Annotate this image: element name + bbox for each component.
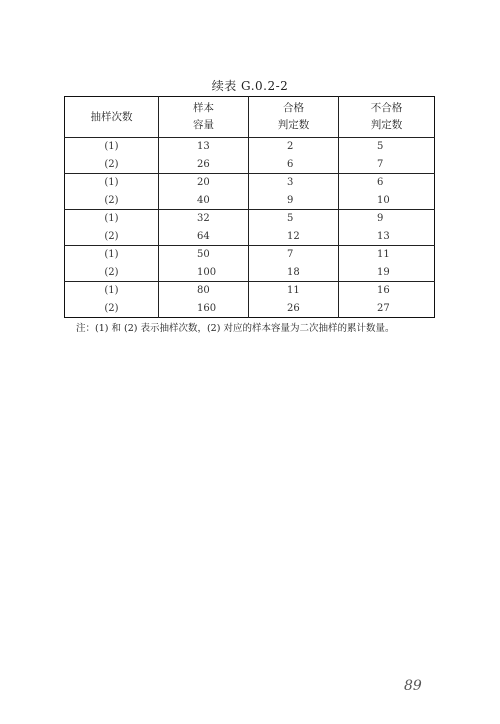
cell-sampling-count: (2) — [65, 192, 159, 210]
cell-reject-number: 10 — [339, 192, 435, 210]
sampling-table — [64, 96, 435, 318]
table-row — [65, 174, 435, 192]
header-accept-number — [249, 97, 339, 138]
table-header-row — [65, 97, 435, 138]
cell-sampling-count: (2) — [65, 264, 159, 282]
table-row — [65, 264, 435, 282]
header-sample-size-line2: 容量 — [193, 119, 214, 131]
header-accept-number-line1: 合格 — [283, 102, 304, 114]
cell-sampling-count: (1) — [104, 213, 119, 225]
cell-reject-number: 7 — [339, 156, 435, 174]
cell-reject-number: 27 — [339, 300, 435, 318]
header-sample-size-line1: 样本 — [193, 102, 214, 114]
cell-reject-number: 16 — [339, 282, 435, 300]
cell-accept-number: 3 — [249, 174, 339, 192]
table-row — [65, 282, 435, 300]
cell-sample-size: 80 — [159, 282, 249, 300]
header-sample-size — [159, 97, 249, 138]
cell-sample-size: 50 — [159, 246, 249, 264]
header-reject-number — [339, 97, 435, 138]
cell-sampling-count: (2) — [65, 156, 159, 174]
page-number: 89 — [404, 678, 422, 694]
cell-sample-size: 26 — [159, 156, 249, 174]
cell-sampling-count: (2) — [104, 302, 119, 314]
cell-accept-number: 26 — [249, 300, 339, 318]
cell-sample-size: 64 — [159, 228, 249, 246]
cell-accept-number: 7 — [249, 246, 339, 264]
cell-accept-number: 18 — [249, 264, 339, 282]
header-sampling-count-line1: 抽样次数 — [90, 110, 133, 123]
cell-accept-number: 5 — [249, 210, 339, 228]
table-row — [65, 156, 435, 174]
cell-reject-number: 9 — [339, 210, 435, 228]
cell-sampling-count: (1) — [104, 141, 119, 153]
table-row — [65, 246, 435, 264]
cell-sample-size: 20 — [159, 174, 249, 192]
table-note: 注：(1) 和 (2) 表示抽样次数，(2) 对应的样本容量为二次抽样的累计数量。 — [76, 323, 395, 334]
cell-accept-number: 2 — [249, 138, 339, 156]
header-reject-number-line1: 不合格 — [370, 102, 403, 114]
cell-sampling-count: (2) — [65, 228, 159, 246]
cell-accept-number: 6 — [249, 156, 339, 174]
table-row — [65, 300, 435, 318]
table-caption: 续表 G.0.2-2 — [211, 79, 289, 93]
header-sampling-count — [65, 97, 159, 138]
cell-accept-number: 11 — [249, 282, 339, 300]
header-accept-number-line2: 判定数 — [277, 119, 310, 131]
cell-reject-number: 5 — [339, 138, 435, 156]
cell-sample-size: 160 — [159, 300, 249, 318]
cell-sample-size: 40 — [159, 192, 249, 210]
table-container — [64, 96, 434, 318]
header-reject-number-line2: 判定数 — [370, 119, 403, 131]
table-row — [65, 192, 435, 210]
table-row — [65, 228, 435, 246]
cell-sample-size: 100 — [159, 264, 249, 282]
cell-accept-number: 9 — [249, 192, 339, 210]
table-row — [65, 138, 435, 156]
cell-reject-number: 6 — [339, 174, 435, 192]
cell-reject-number: 11 — [339, 246, 435, 264]
cell-sampling-count: (1) — [104, 177, 119, 189]
table-row — [65, 210, 435, 228]
cell-sample-size: 32 — [159, 210, 249, 228]
cell-sample-size: 13 — [159, 138, 249, 156]
cell-reject-number: 19 — [339, 264, 435, 282]
cell-reject-number: 13 — [339, 228, 435, 246]
cell-sampling-count: (1) — [104, 285, 119, 297]
cell-sampling-count: (1) — [104, 249, 119, 261]
cell-accept-number: 12 — [249, 228, 339, 246]
